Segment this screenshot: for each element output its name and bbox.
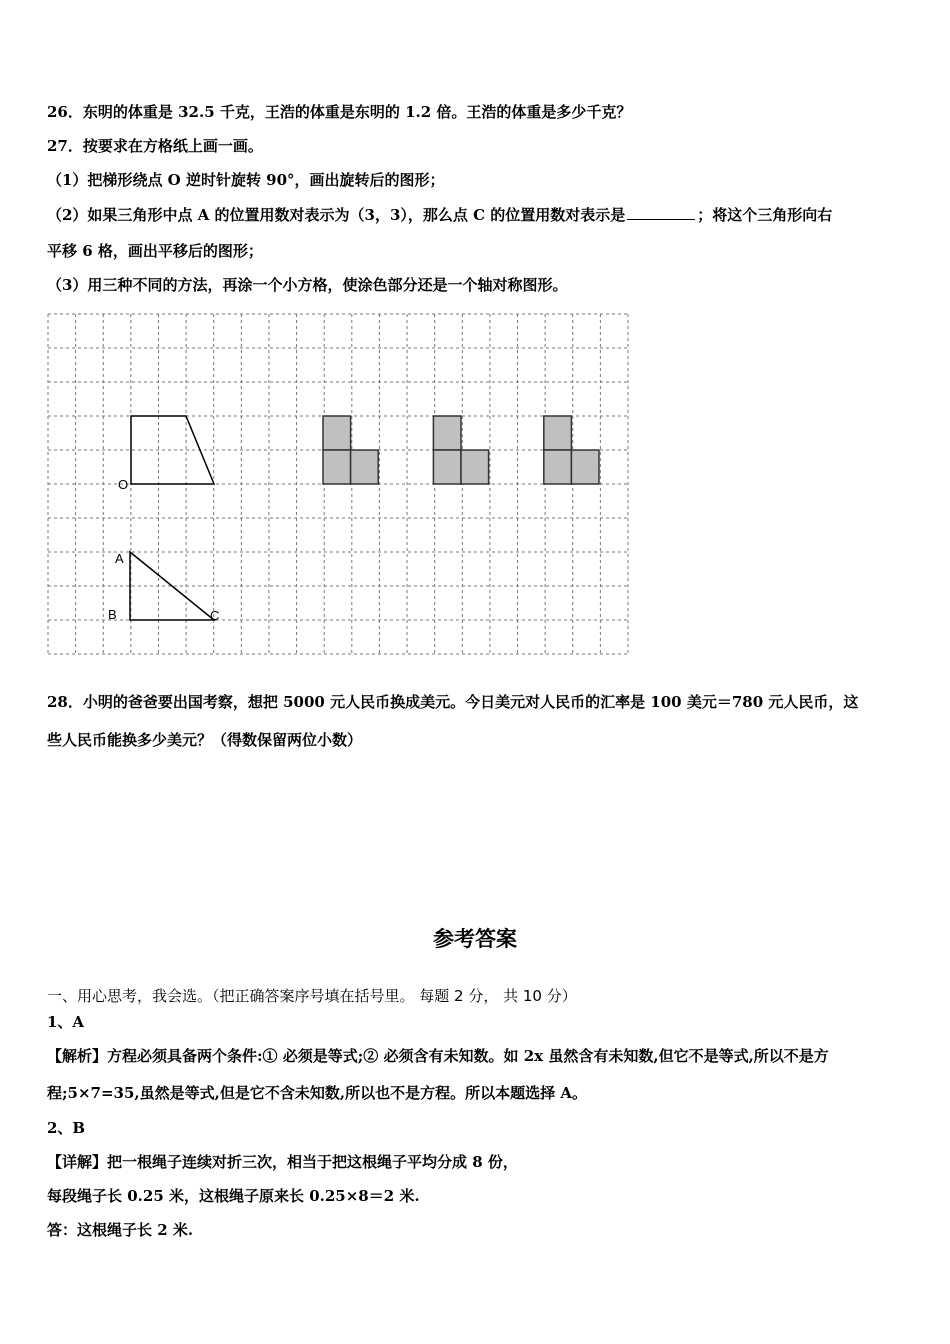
answer-2-explanation-2: 每段绳子长 0.25 米，这根绳子原来长 0.25×8＝2 米. <box>47 1187 420 1205</box>
answer-blank[interactable] <box>627 204 695 220</box>
label-a: A <box>115 551 124 566</box>
shaded-square <box>323 416 351 450</box>
answer-1: 1、A <box>47 1013 85 1031</box>
question-27-part2 <box>47 204 832 225</box>
label-b: B <box>108 607 117 622</box>
shaded-square <box>323 450 351 484</box>
question-27-part2-after: ；将这个三角形向右 <box>697 206 833 224</box>
question-28-line2: 些人民币能换多少美元？（得数保留两位小数） <box>47 731 363 749</box>
shaded-square <box>571 450 599 484</box>
shaded-square <box>351 450 379 484</box>
answer-2-explanation-3: 答：这根绳子长 2 米. <box>47 1221 194 1239</box>
question-28-line1: 28．小明的爸爸要出国考察，想把 5000 元人民币换成美元。今日美元对人民币的汇率是 100 美元＝780 元人民币，这 <box>47 693 859 711</box>
shaded-figures <box>323 416 599 484</box>
question-27-part2-before: （2）如果三角形中点 A 的位置用数对表示为（3，3），那么点 C 的位置用数对表示是 <box>47 206 626 224</box>
question-27-title: 27．按要求在方格纸上画一画。 <box>47 137 263 155</box>
shaded-square <box>433 416 461 450</box>
label-c: C <box>210 608 220 623</box>
answer-2-explanation-1: 【详解】把一根绳子连续对折三次，相当于把这根绳子平均分成 8 份， <box>47 1153 518 1171</box>
answer-title: 参考答案 <box>433 927 517 951</box>
question-27-part1: （1）把梯形绕点 O 逆时针旋转 90°，画出旋转后的图形； <box>47 171 445 189</box>
trapezoid <box>131 416 214 484</box>
shaded-square <box>544 416 572 450</box>
answer-section-1: 一、用心思考，我会选。（把正确答案序号填在括号里。 每题 2 分， 共 10 分） <box>47 987 577 1005</box>
shaded-square <box>433 450 461 484</box>
triangle <box>130 552 214 620</box>
answer-1-explanation-2: 程;5×7=35,虽然是等式,但是它不含未知数,所以也不是方程。所以本题选择 A。 <box>47 1084 587 1102</box>
grid-paper <box>46 313 630 657</box>
question-27-part2-cont: 平移 6 格，画出平移后的图形； <box>47 242 263 260</box>
question-26: 26．东明的体重是 32.5 千克，王浩的体重是东明的 1.2 倍。王浩的体重是多少千克？ <box>47 103 632 121</box>
answer-1-explanation-1: 【解析】方程必须具备两个条件:① 必须是等式;② 必须含有未知数。如 2x 虽然含有未知数,但它不是等式,所以不是方 <box>47 1047 829 1065</box>
answer-2: 2、B <box>47 1119 86 1137</box>
shaded-square <box>461 450 489 484</box>
shaded-square <box>544 450 572 484</box>
label-o: O <box>118 477 129 492</box>
question-27-part3: （3）用三种不同的方法，再涂一个小方格，使涂色部分还是一个轴对称图形。 <box>47 276 568 294</box>
